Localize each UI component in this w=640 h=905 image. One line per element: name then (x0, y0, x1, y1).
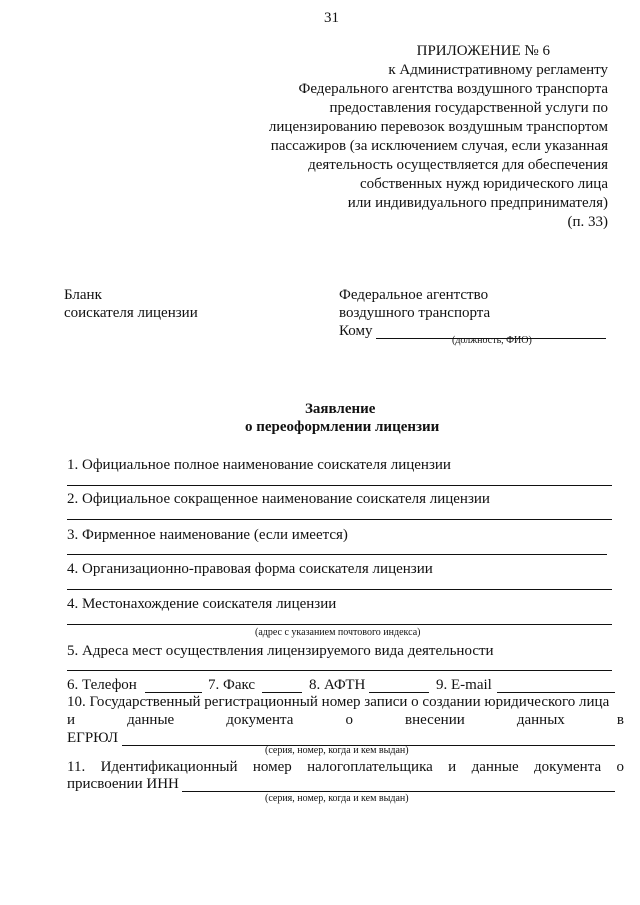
fax-label: 7. Факс (208, 677, 256, 693)
recipient-line: воздушного транспорта (339, 305, 491, 321)
word: внесении (405, 712, 465, 728)
item-justified-line (67, 758, 624, 776)
egrul-label: ЕГРЮЛ (67, 730, 119, 746)
item-label: 10. Государственный регистрационный номер записи о создании юридического лица (67, 694, 610, 710)
appendix-line: (п. 33) (567, 214, 608, 230)
word: номер (252, 759, 292, 775)
item-justified-line (67, 711, 624, 729)
word: документа (226, 712, 294, 728)
appendix-title: ПРИЛОЖЕНИЕ № 6 (416, 43, 550, 59)
aftn-label: 8. АФТН (309, 677, 366, 693)
field-hint: (серия, номер, когда и кем выдан) (265, 745, 409, 756)
appendix-line: Федерального агентства воздушного транспорта (298, 81, 608, 97)
word: налогоплательщика (307, 759, 433, 775)
input-line[interactable] (67, 589, 612, 590)
appendix-header (269, 42, 608, 232)
inn-field[interactable] (182, 791, 615, 792)
word: 11. (67, 759, 86, 775)
appendix-line: пассажиров (за исключением случая, если указанная (270, 138, 608, 154)
inn-label: присвоении ИНН (67, 776, 179, 792)
word: о (345, 712, 353, 728)
input-line[interactable] (67, 519, 612, 520)
word: документа (534, 759, 602, 775)
word: о (616, 759, 624, 775)
item-label: 2. Официальное сокращенное наименование соискателя лицензии (67, 491, 490, 507)
input-line[interactable] (67, 554, 607, 555)
input-line[interactable] (67, 624, 612, 625)
email-label: 9. E-mail (436, 677, 492, 693)
item-label: 4. Организационно-правовая форма соискателя лицензии (67, 561, 433, 577)
phone-label: 6. Телефон (67, 677, 137, 693)
form-label: Бланк (64, 287, 102, 303)
appendix-line: предоставления государственной услуги по (329, 100, 608, 116)
word: в (616, 712, 624, 728)
field-hint: (серия, номер, когда и кем выдан) (265, 793, 409, 804)
appendix-line: лицензированию перевозок воздушным транспортом (268, 119, 608, 135)
word: данные (127, 712, 175, 728)
word: Идентификационный (100, 759, 238, 775)
word: и (67, 712, 76, 728)
word: и (448, 759, 457, 775)
recipient-line: Федеральное агентство (339, 287, 489, 303)
item-label: 4. Местонахождение соискателя лицензии (67, 596, 337, 612)
item-label: 5. Адреса мест осуществления лицензируемого вида деятельности (67, 643, 494, 659)
to-label: Кому (339, 323, 373, 339)
appendix-line: собственных нужд юридического лица (360, 176, 608, 192)
input-line[interactable] (67, 485, 612, 486)
field-hint: (адрес с указанием почтового индекса) (255, 627, 421, 638)
document-subtitle: о переоформлении лицензии (245, 419, 440, 435)
form-label: соискателя лицензии (64, 305, 198, 321)
page-number: 31 (324, 10, 339, 26)
word: данные (471, 759, 519, 775)
document-title: Заявление (305, 401, 376, 417)
input-line[interactable] (67, 670, 612, 671)
word: данных (516, 712, 565, 728)
appendix-line: деятельность осуществляется для обеспечения (308, 157, 608, 173)
item-label: 3. Фирменное наименование (если имеется) (67, 527, 348, 543)
to-hint: (должность, ФИО) (452, 335, 532, 346)
item-label: 1. Официальное полное наименование соискателя лицензии (67, 457, 451, 473)
appendix-line: или индивидуального предпринимателя) (347, 195, 608, 211)
appendix-line: к Административному регламенту (388, 62, 608, 78)
